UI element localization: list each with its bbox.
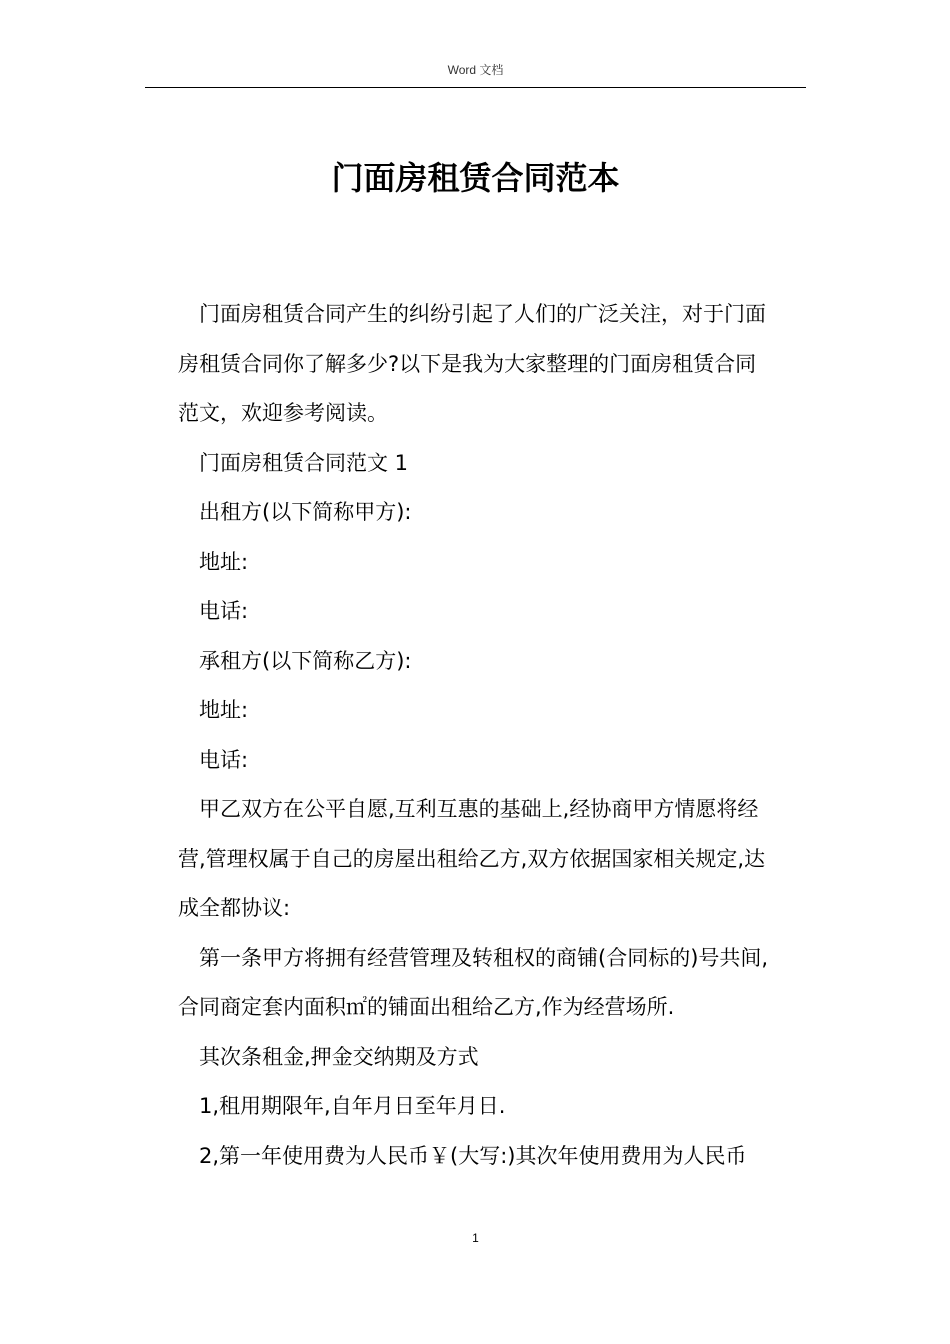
lessor-address-label — [178, 538, 808, 588]
page-number: 1 — [472, 1231, 479, 1245]
paragraph-agreement — [178, 785, 808, 934]
paragraph-line: 电话: — [199, 599, 249, 623]
paragraph-line: 其次条租金,押金交纳期及方式 — [199, 1044, 479, 1069]
paragraph-line: 范文，欢迎参考阅读。 — [178, 401, 388, 425]
lessor-label — [178, 488, 808, 538]
paragraph-line: 第一条甲方将拥有经营管理及转租权的商铺(合同标的)号共间, — [199, 945, 769, 970]
lessor-phone-label — [178, 587, 808, 637]
paragraph-line: 门面房租赁合同产生的纠纷引起了人们的广泛关注，对于门面 — [199, 302, 766, 326]
paragraph-line: 房租赁合同你了解多少?以下是我为大家整理的门面房租赁合同 — [178, 351, 757, 376]
paragraph-line: 1,租用期限年,自年月日至年月日. — [199, 1094, 506, 1118]
article-1 — [178, 934, 808, 1033]
clause-2 — [178, 1132, 808, 1182]
page-header: Word 文档 — [447, 63, 504, 77]
document-title: 门面房租赁合同范本 — [331, 159, 620, 197]
paragraph-line: 电话: — [199, 747, 249, 772]
paragraph-line: 成全都协议: — [178, 896, 291, 920]
lessee-address-label — [178, 686, 808, 736]
paragraph-line: 营,管理权属于自己的房屋出租给乙方,双方依据国家相关规定,达 — [178, 846, 766, 871]
article-2-heading — [178, 1033, 808, 1083]
paragraph-line: 门面房租赁合同范文 1 — [199, 450, 409, 475]
document-body — [178, 290, 808, 1181]
paragraph-line: 地址: — [199, 698, 249, 722]
paragraph-line: 合同商定套内面积㎡的铺面出租给乙方,作为经营场所. — [178, 995, 675, 1019]
paragraph-line: 出租方(以下简称甲方): — [199, 500, 412, 524]
lessee-label — [178, 637, 808, 687]
section-heading — [178, 439, 808, 489]
paragraph-line: 2,第一年使用费为人民币￥(大写:)其次年使用费用为人民币 — [199, 1143, 747, 1168]
paragraph-line: 地址: — [199, 549, 249, 574]
paragraph-line: 甲乙双方在公平自愿,互利互惠的基础上,经协商甲方情愿将经 — [199, 797, 759, 821]
lessee-phone-label — [178, 736, 808, 786]
header-divider — [145, 87, 806, 88]
paragraph-intro — [178, 290, 808, 439]
paragraph-line: 承租方(以下简称乙方): — [199, 648, 412, 673]
clause-1 — [178, 1082, 808, 1132]
